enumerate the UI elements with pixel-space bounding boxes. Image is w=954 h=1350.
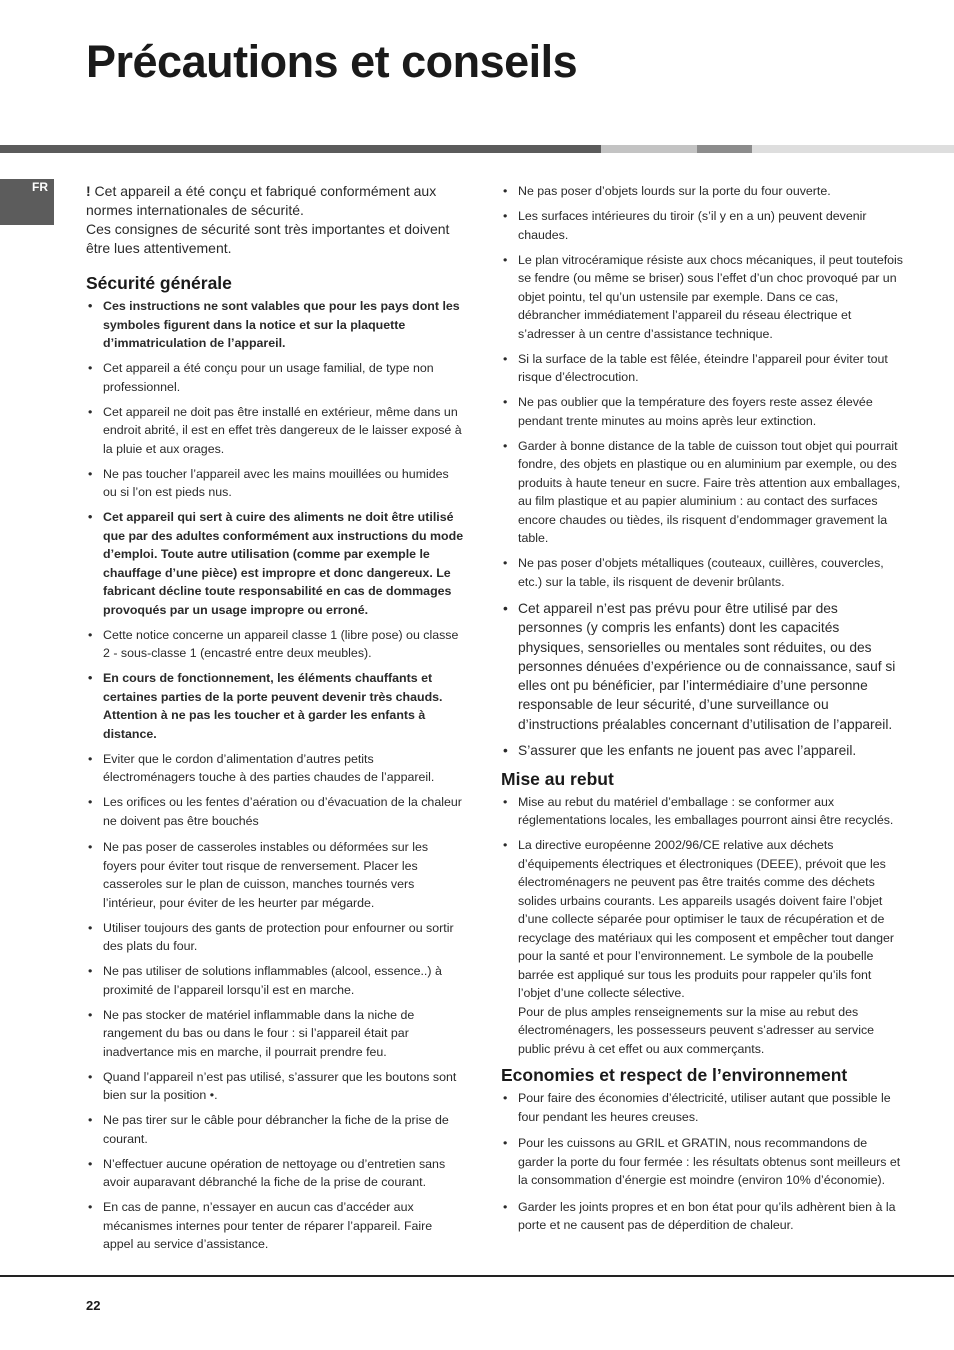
list-item: • Quand l’appareil n’est pas utilisé, s’assurer que les boutons sont bien sur la position •. <box>86 1068 464 1105</box>
right-column <box>501 182 903 1241</box>
list-item: • Ces instructions ne sont valables que pour les pays dont les symboles figurent dans la notice et sur la plaquette d’immatriculation de l’appareil. <box>86 297 464 353</box>
list-item: • La directive européenne 2002/96/CE relative aux déchets d’équipements électriques et électroniques (DEEE), prévoit que les électroménagers ne peuvent pas être traités comme des déchets solides urbains courants. Les appareils usagés doivent faire l’objet d’une collecte séparée pour optimiser le taux de récupération et de recyclage des matériaux qui les composent et empêcher tout danger pour la santé et pour l’environnement. Le symbole de la poubelle barrée est appliqué sur tous les produits pour rappeler qu’ils font l’objet d’une collecte sélective. <box>501 836 903 1003</box>
list-item: • Pour faire des économies d’électricité, utiliser autant que possible le four pendant les heures creuses. <box>501 1089 903 1126</box>
list-item: • Garder les joints propres et en bon état pour qu’ils adhèrent bien à la porte et ne causent pas de déperdition de chaleur. <box>501 1198 903 1235</box>
list-item: • Pour les cuissons au GRIL et GRATIN, nous recommandons de garder la porte du four fermée : les résultats obtenus sont meilleurs et la consommation d’énergie est moindre (environ 10% d’économie). <box>501 1134 903 1190</box>
list-item: • Utiliser toujours des gants de protection pour enfourner ou sortir des plats du four. <box>86 919 464 956</box>
rebut-list <box>501 793 903 1003</box>
intro-paragraph <box>86 182 464 220</box>
footer-rule <box>0 1275 954 1277</box>
list-item: • En cours de fonctionnement, les éléments chauffants et certaines parties de la porte peuvent devenir très chauds. Attention à ne pas les toucher et à garder les enfants à distance. <box>86 669 464 743</box>
list-item: • Ne pas poser de casseroles instables ou déformées sur les foyers pour éviter tout risque de renversement. Placer les casseroles sur le plan de cuisson, manches tournés vers l’intérieur, pour éviter de les heurter par mégarde. <box>86 838 464 912</box>
section-heading-economies: Economies et respect de l’environnement <box>501 1065 848 1086</box>
page-number: 22 <box>86 1298 101 1313</box>
list-item: • Cet appareil a été conçu pour un usage familial, de type non professionnel. <box>86 359 464 396</box>
left-column <box>86 182 464 1260</box>
list-item: • Le plan vitrocéramique résiste aux chocs mécaniques, il peut toutefois se fendre (ou même se briser) sous l’effet d’un choc provoqué par un objet pointu, tel qu’un ustensile par exemple. Dans ce cas, débrancher immédiatement l’appareil du réseau électrique et s’adresser à un centre d’assistance technique. <box>501 251 903 344</box>
list-item: • Si la surface de la table est fêlée, éteindre l’appareil pour éviter tout risque d’électrocution. <box>501 350 903 387</box>
list-item: • Cet appareil ne doit pas être installé en extérieur, même dans un endroit abrité, il est en effet très dangereux de le laisser exposé à la pluie et aux orages. <box>86 403 464 459</box>
list-item: • N’effectuer aucune opération de nettoyage ou d’entretien sans avoir auparavant débranché la fiche de la prise de courant. <box>86 1155 464 1192</box>
page-title: Précautions et conseils <box>86 36 578 87</box>
list-item: • Eviter que le cordon d’alimentation d’autres petits électroménagers touche à des parties chaudes de l’appareil. <box>86 750 464 787</box>
list-item: • Ne pas utiliser de solutions inflammables (alcool, essence..) à proximité de l’appareil lorsqu’il est en marche. <box>86 962 464 999</box>
list-item: • Les surfaces intérieures du tiroir (s’il y en a un) peuvent devenir chaudes. <box>501 207 903 244</box>
list-item: • Cet appareil qui sert à cuire des aliments ne doit être utilisé que par des adultes conformément aux instructions du mode d’emploi. Toute autre utilisation (comme par exemple le chauffage d’une pièce) est impropre et donc dangereux. Le fabricant décline toute responsabilité en cas de dommages provoqués par un usage impropre ou erroné. <box>86 508 464 619</box>
list-item: • Mise au rebut du matériel d’emballage : se conformer aux réglementations locales, les emballages pourront ainsi être recyclés. <box>501 793 903 830</box>
list-item: • Les orifices ou les fentes d’aération ou d’évacuation de la chaleur ne doivent pas être bouchés <box>86 793 464 830</box>
list-item: • Cette notice concerne un appareil classe 1 (libre pose) ou classe 2 - sous-classe 1 (encastré entre deux meubles). <box>86 626 464 663</box>
section-heading-securite: Sécurité générale <box>86 273 232 293</box>
rebut-paragraph: Pour de plus amples renseignements sur la mise au rebut des électroménagers, les possesseurs peuvent s’adresser au service public prévu à cet effet ou aux commerçants. <box>518 1004 875 1056</box>
economies-list <box>501 1089 903 1235</box>
list-item: • S’assurer que les enfants ne jouent pas avec l’appareil. <box>501 741 903 760</box>
securite-list-right <box>501 182 903 760</box>
list-item: • Ne pas tirer sur le câble pour débrancher la fiche de la prise de courant. <box>86 1111 464 1148</box>
language-tab: FR <box>0 179 54 225</box>
list-item: • Ne pas poser d’objets lourds sur la porte du four ouverte. <box>501 182 903 201</box>
list-item: • Ne pas poser d’objets métalliques (couteaux, cuillères, couvercles, etc.) sur la table, ils risquent de devenir brûlants. <box>501 554 903 591</box>
intro-text: Cet appareil a été conçu et fabriqué conformément aux normes internationales de sécurité. <box>86 183 437 218</box>
header-rule-pale <box>752 145 954 153</box>
warning-mark: ! <box>86 183 91 199</box>
securite-list-left <box>86 297 464 1254</box>
list-item: • Ne pas stocker de matériel inflammable dans la niche de rangement du bas ou dans le four : si l’appareil était par inadvertance mis en marche, il pourrait prendre feu. <box>86 1006 464 1062</box>
list-item: • Ne pas toucher l’appareil avec les mains mouillées ou humides ou si l’on est pieds nus. <box>86 465 464 502</box>
header-rule-mid <box>697 145 752 153</box>
list-item: • En cas de panne, n’essayer en aucun cas d’accéder aux mécanismes internes pour tenter de réparer l’appareil. Faire appel au service d’assistance. <box>86 1198 464 1254</box>
header-rule-dark <box>0 145 601 153</box>
intro-paragraph-2: Ces consignes de sécurité sont très importantes et doivent être lues attentivement. <box>86 221 450 256</box>
header-rule-light <box>601 145 697 153</box>
list-item: • Garder à bonne distance de la table de cuisson tout objet qui pourrait fondre, des objets en plastique ou en aluminium par exemple, ou des produits à haute teneur en sucre. Faire très attention aux emballages, au film plastique et au papier aluminium : au contact des surfaces encore chaudes ou tièdes, ils risquent d’endommager gravement la table. <box>501 437 903 548</box>
list-item: • Cet appareil n’est pas prévu pour être utilisé par des personnes (y compris les enfants) dont les capacités physiques, sensorielles ou mentales sont réduites, ou des personnes dénuées d’expérience ou de connaissance, sauf si elles ont pu bénéficier, par l’intermédiaire d’une personne responsable de leur sécurité, d’une surveillance ou d’instructions préalables concernant d’utilisation de l’appareil. <box>501 599 903 734</box>
list-item: • Ne pas oublier que la température des foyers reste assez élevée pendant trente minutes au moins après leur extinction. <box>501 393 903 430</box>
section-heading-rebut: Mise au rebut <box>501 768 614 789</box>
